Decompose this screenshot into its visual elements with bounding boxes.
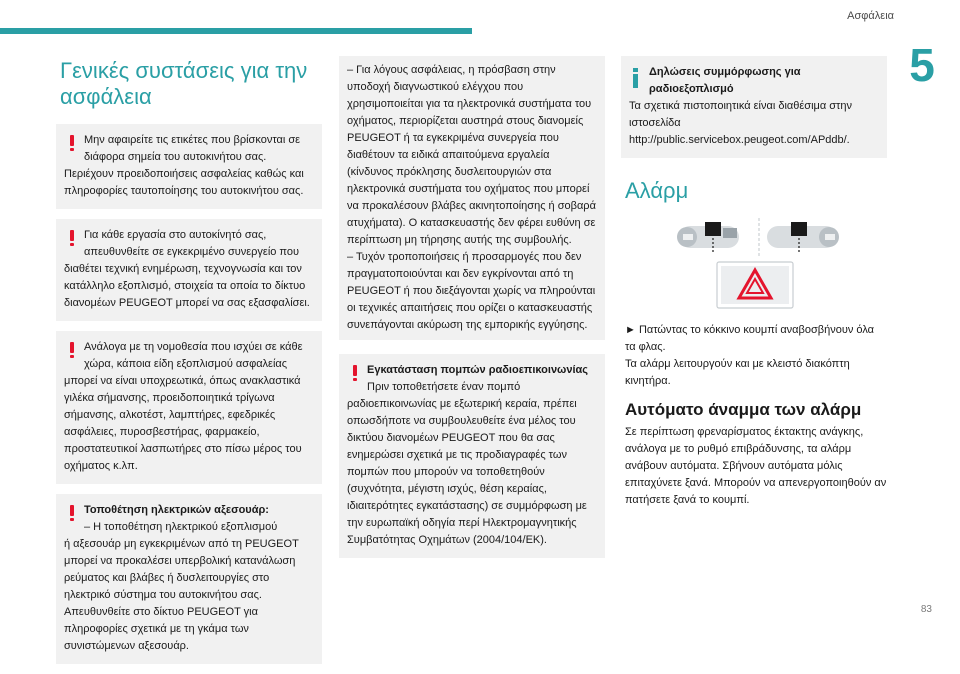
- warning-box-workshop: [56, 219, 322, 321]
- warning-text-first: Μην αφαιρείτε τις ετικέτες που βρίσκονται σε διάφορα σημεία του αυτοκινήτου σας.: [84, 134, 301, 163]
- column-middle: [339, 56, 605, 568]
- hazard-button-icon: [717, 262, 793, 308]
- warning-text-rest: μπορεί να είναι υποχρεωτικά, όπως ανακλαστικά γιλέκα σήμανσης, προειδοποιητικά τρίγωνα σήμανσης, αλκοτέστ, λαμπτήρες, εφεδρικές ασφάλειες, πυροσβεστήρας, φαρμακείο, προστατευτικοί λασπωτήρες στο πίσω μέρος του οχήματος κ.λπ.: [64, 375, 302, 472]
- section-title-auto-alarm: Αυτόματο άναμμα των αλάρμ: [625, 400, 862, 419]
- warning-text-first: Πριν τοποθετήσετε έναν πομπό: [367, 381, 521, 393]
- info-heading: Δηλώσεις συμμόρφωσης για ραδιοεξοπλισμό: [649, 66, 801, 95]
- column-left: [56, 56, 322, 674]
- diagnostics-text: – Για λόγους ασφάλειας, η πρόσβαση στην υποδοχή διαγνωστικού ελέγχου που χρησιμοποιείται για τα ηλεκτρονικά συστήματα του οχήματος, περιορίζεται αυστηρά στους διανομείς PEUGEOT ή τα εγκεκριμένα συνεργεία που διαθέτουν τα ειδικά απαιτούμενα εργαλεία (κίνδυνος πρόκλησης δυσλειτουργιών στα ηλεκτρονικά συστήματα του οχήματος που μπορεί να προκαλέσουν βλάβες ακινητοποίησης ή σοβαρά ατυχήματα). Ο κατασκευαστής δεν φέρει ευθύνη σε περίπτωση μη τήρησης αυτής της συμβουλής.: [347, 64, 596, 246]
- dashboard-illustration: [621, 212, 887, 322]
- header-accent-bar: [0, 28, 472, 34]
- warning-text-rest: Περιέχουν προειδοποιήσεις ασφαλείας καθώς και πληροφορίες ταυτοποίησης του αυτοκινήτου σας.: [64, 168, 304, 197]
- warning-box-labels: [56, 124, 322, 209]
- warning-icon: [353, 365, 357, 381]
- warning-box-equipment: [56, 331, 322, 484]
- warning-icon: [70, 505, 74, 521]
- warning-box-diagnostics: [339, 56, 605, 340]
- warning-text-first: Ανάλογα με τη νομοθεσία που ισχύει σε κάθε χώρα, κάποια είδη εξοπλισμού ασφαλείας: [84, 341, 303, 370]
- section-name: Ασφάλεια: [847, 10, 894, 22]
- warning-text-first: Για κάθε εργασία στο αυτοκίνητό σας, απευθυνθείτε σε εγκεκριμένο συνεργείο που: [84, 229, 299, 258]
- warning-text-rest: ραδιοεπικοινωνίας με εξωτερική κεραία, πρέπει οπωσδήποτε να συμβουλευθείτε ένα μέλος του δικτύου διανομέων PEUGEOT που θα σας ενημερώσει σχετικά με τις προδιαγραφές των πομπών που μπορούν να τοποθετηθούν (συχνότητα, μέγιστη ισχύς, θέση κεραίας, ιδιαιτερότητες εγκατάστασης) σε συμμόρφωση με την ευρωπαϊκή οδηγία περί Ηλεκτρομαγνητικής Συμβατότητας Οχημάτων (2004/104/ΕΚ).: [347, 398, 587, 546]
- chapter-number: 5: [909, 39, 935, 91]
- dashboard-right-icon: [767, 222, 839, 252]
- alarm-description: ► Πατώντας το κόκκινο κουμπί αναβοσβήνουν όλα τα φλας. Τα αλάρμ λειτουργούν και με κλειστό διακόπτη κινητήρα.: [625, 324, 875, 387]
- warning-text-rest: διαθέτει τεχνική ενημέρωση, τεχνογνωσία και τον κατάλληλο εξοπλισμό, στοιχεία τα οποία το δίκτυο διανομέων PEUGEOT μπορεί να σας εξασφαλίσει.: [64, 263, 310, 309]
- column-right: [621, 56, 887, 509]
- warning-icon: [70, 342, 74, 358]
- info-text: Τα σχετικά πιστοποιητικά είναι διαθέσιμα στην ιστοσελίδα http://public.servicebox.peugeot.com/APddb/.: [629, 100, 853, 146]
- warning-icon: [70, 230, 74, 246]
- warning-text-rest: ή αξεσουάρ μη εγκεκριμένων από τη PEUGEOT μπορεί να προκαλέσει υπερβολική κατανάλωση ρεύματος και βλάβες ή δυσλειτουργίες στο ηλεκτρικό σύστημα του αυτοκινήτου σας. Απευθυνθείτε στο δίκτυο PEUGEOT για πληροφορίες σχετικά με τη γκάμα των συνιστώμενων αξεσουάρ.: [64, 538, 299, 652]
- info-icon: [633, 68, 639, 88]
- dashboard-left-icon: [677, 222, 739, 252]
- warning-box-accessories: [56, 494, 322, 664]
- auto-alarm-description: Σε περίπτωση φρεναρίσματος έκτακτης ανάγκης, ανάλογα με το ρυθμό επιβράδυνσης, τα αλάρμ ανάβουν αυτόματα. Σβήνουν αυτόματα μόλις επιταχύνετε ξανά. Μπορούν να απενεργοποιηθούν αν πατήσετε ξανά το κουμπί.: [625, 426, 887, 506]
- warning-icon: [70, 135, 74, 151]
- warning-box-radio: [339, 354, 605, 558]
- warning-text-first: – Η τοποθέτηση ηλεκτρικού εξοπλισμού: [84, 521, 278, 533]
- page-number: 83: [920, 604, 932, 615]
- info-box-compliance: [621, 56, 887, 158]
- page-title: Γενικές συστάσεις για την ασφάλεια: [60, 58, 308, 109]
- warning-heading: Τοποθέτηση ηλεκτρικών αξεσουάρ:: [84, 504, 269, 516]
- modifications-text: – Τυχόν τροποποιήσεις ή προσαρμογές που δεν πραγματοποιούνται και δεν εγκρίνονται από τη PEUGEOT ή που διεξάγονται χωρίς να πληρούνται οι τεχνικές απαιτήσεις που ορίζει ο κατασκευαστής συνεπάγονται ακύρωση της εμπορικής εγγύησης.: [347, 251, 596, 331]
- section-title-alarm: Αλάρμ: [625, 178, 689, 203]
- hazard-button-illustration: [621, 212, 887, 322]
- warning-heading: Εγκατάσταση πομπών ραδιοεπικοινωνίας: [367, 364, 589, 376]
